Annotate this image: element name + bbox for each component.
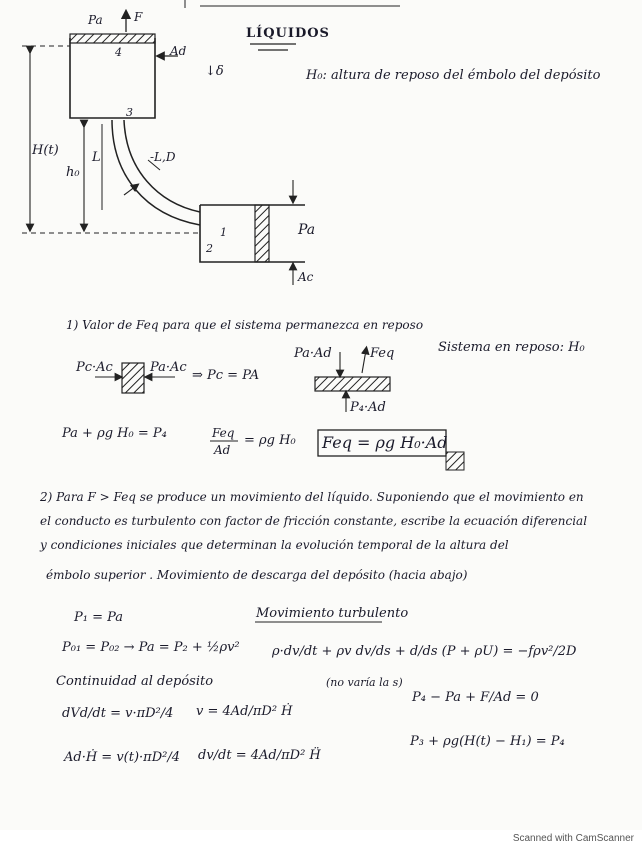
- fbd-top-force: Pa·Ad: [294, 346, 332, 361]
- section2-line3: y condiciones iniciales que determinan la evolución temporal de la altura del: [40, 538, 509, 552]
- eq-vrel: v = 4Ad/πD² Ḣ: [196, 704, 293, 719]
- page-title: LÍQUIDOS: [246, 26, 330, 41]
- label-h0: h₀: [66, 165, 80, 180]
- label-point4: 4: [115, 46, 122, 59]
- eq-p1: P₁ = Pa: [74, 610, 124, 625]
- section2-line1: 2) Para F > Feq se produce un movimiento del líquido. Suponiendo que el movimiento en: [40, 490, 584, 504]
- small-piston-fbd: [122, 363, 144, 393]
- eq-momentum: ρ·dv/dt + ρv dv/ds + d/ds (P + ρU) = −fρv²/2D: [272, 644, 577, 659]
- eq-p4: P₄ − Pa + F/Ad = 0: [412, 690, 539, 705]
- eq-dvd: dVd/dt = v·πD²/4: [62, 706, 174, 721]
- label-pipe-ld: -L,D: [150, 150, 176, 164]
- fbd-implies: ⇒ Pc = PA: [192, 368, 260, 383]
- label-pa-right: Pa: [298, 222, 316, 238]
- footer-text: Scanned with CamScanner: [512, 833, 634, 844]
- scanner-footer: [0, 830, 642, 848]
- eq-p3: P₃ + ρg(H(t) − H₁) = P₄: [410, 734, 565, 749]
- delta-label: ↓δ: [205, 64, 224, 79]
- eq-result: Feq = ρg H₀·Ad: [322, 433, 448, 452]
- eq-ratio-rhs: = ρg H₀: [244, 433, 296, 448]
- rest-state: Sistema en reposo: H₀: [438, 340, 585, 355]
- label-pa-top: Pa: [88, 13, 103, 27]
- eq-ratio-den: Ad: [214, 443, 231, 457]
- h0-definition: H₀: altura de reposo del émbolo del depósito: [306, 68, 601, 83]
- section2-line2: el conducto es turbulento con factor de fricción constante, escribe la ecuación diferencial: [40, 514, 588, 528]
- continuity-heading: Continuidad al depósito: [56, 674, 214, 689]
- label-force: F: [134, 10, 143, 24]
- label-h-t: H(t): [32, 143, 59, 158]
- fbd-right-force: Pa·Ac: [150, 360, 187, 375]
- eq-ratio-num: Feq: [212, 426, 235, 440]
- label-length-l: L: [92, 150, 101, 165]
- label-point2: 2: [206, 242, 213, 255]
- eq-pressure: Pa + ρg H₀ = P₄: [62, 426, 167, 441]
- momentum-note: (no varía la s): [326, 676, 403, 689]
- fbd-left-force: Pc·Ac: [76, 360, 113, 375]
- right-chamber: [200, 205, 305, 262]
- big-piston-fbd: [315, 377, 390, 391]
- upper-piston: [70, 34, 155, 43]
- label-ac: Ac: [298, 270, 314, 284]
- section2-line4: émbolo superior . Movimiento de descarga del depósito (hacia abajo): [46, 568, 468, 582]
- label-point1: 1: [220, 226, 227, 239]
- section1-heading: 1) Valor de Feq para que el sistema permanezca en reposo: [66, 318, 424, 332]
- eq-p01: P₀₁ = P₀₂ → Pa = P₂ + ½ρv²: [62, 640, 240, 655]
- turbulent-heading: Movimiento turbulento: [256, 606, 409, 621]
- fbd-bottom-force: P₄·Ad: [350, 400, 386, 415]
- eq-adh: Ad·Ḣ = v(t)·πD²/4: [64, 750, 181, 765]
- eq-dvdt: dv/dt = 4Ad/πD² Ḧ: [198, 748, 321, 763]
- right-piston: [255, 205, 269, 262]
- fbd-feq-label: Feq: [370, 346, 395, 361]
- label-point3: 3: [126, 106, 133, 119]
- tank-walls: [70, 38, 155, 118]
- label-ad: Ad: [170, 44, 187, 58]
